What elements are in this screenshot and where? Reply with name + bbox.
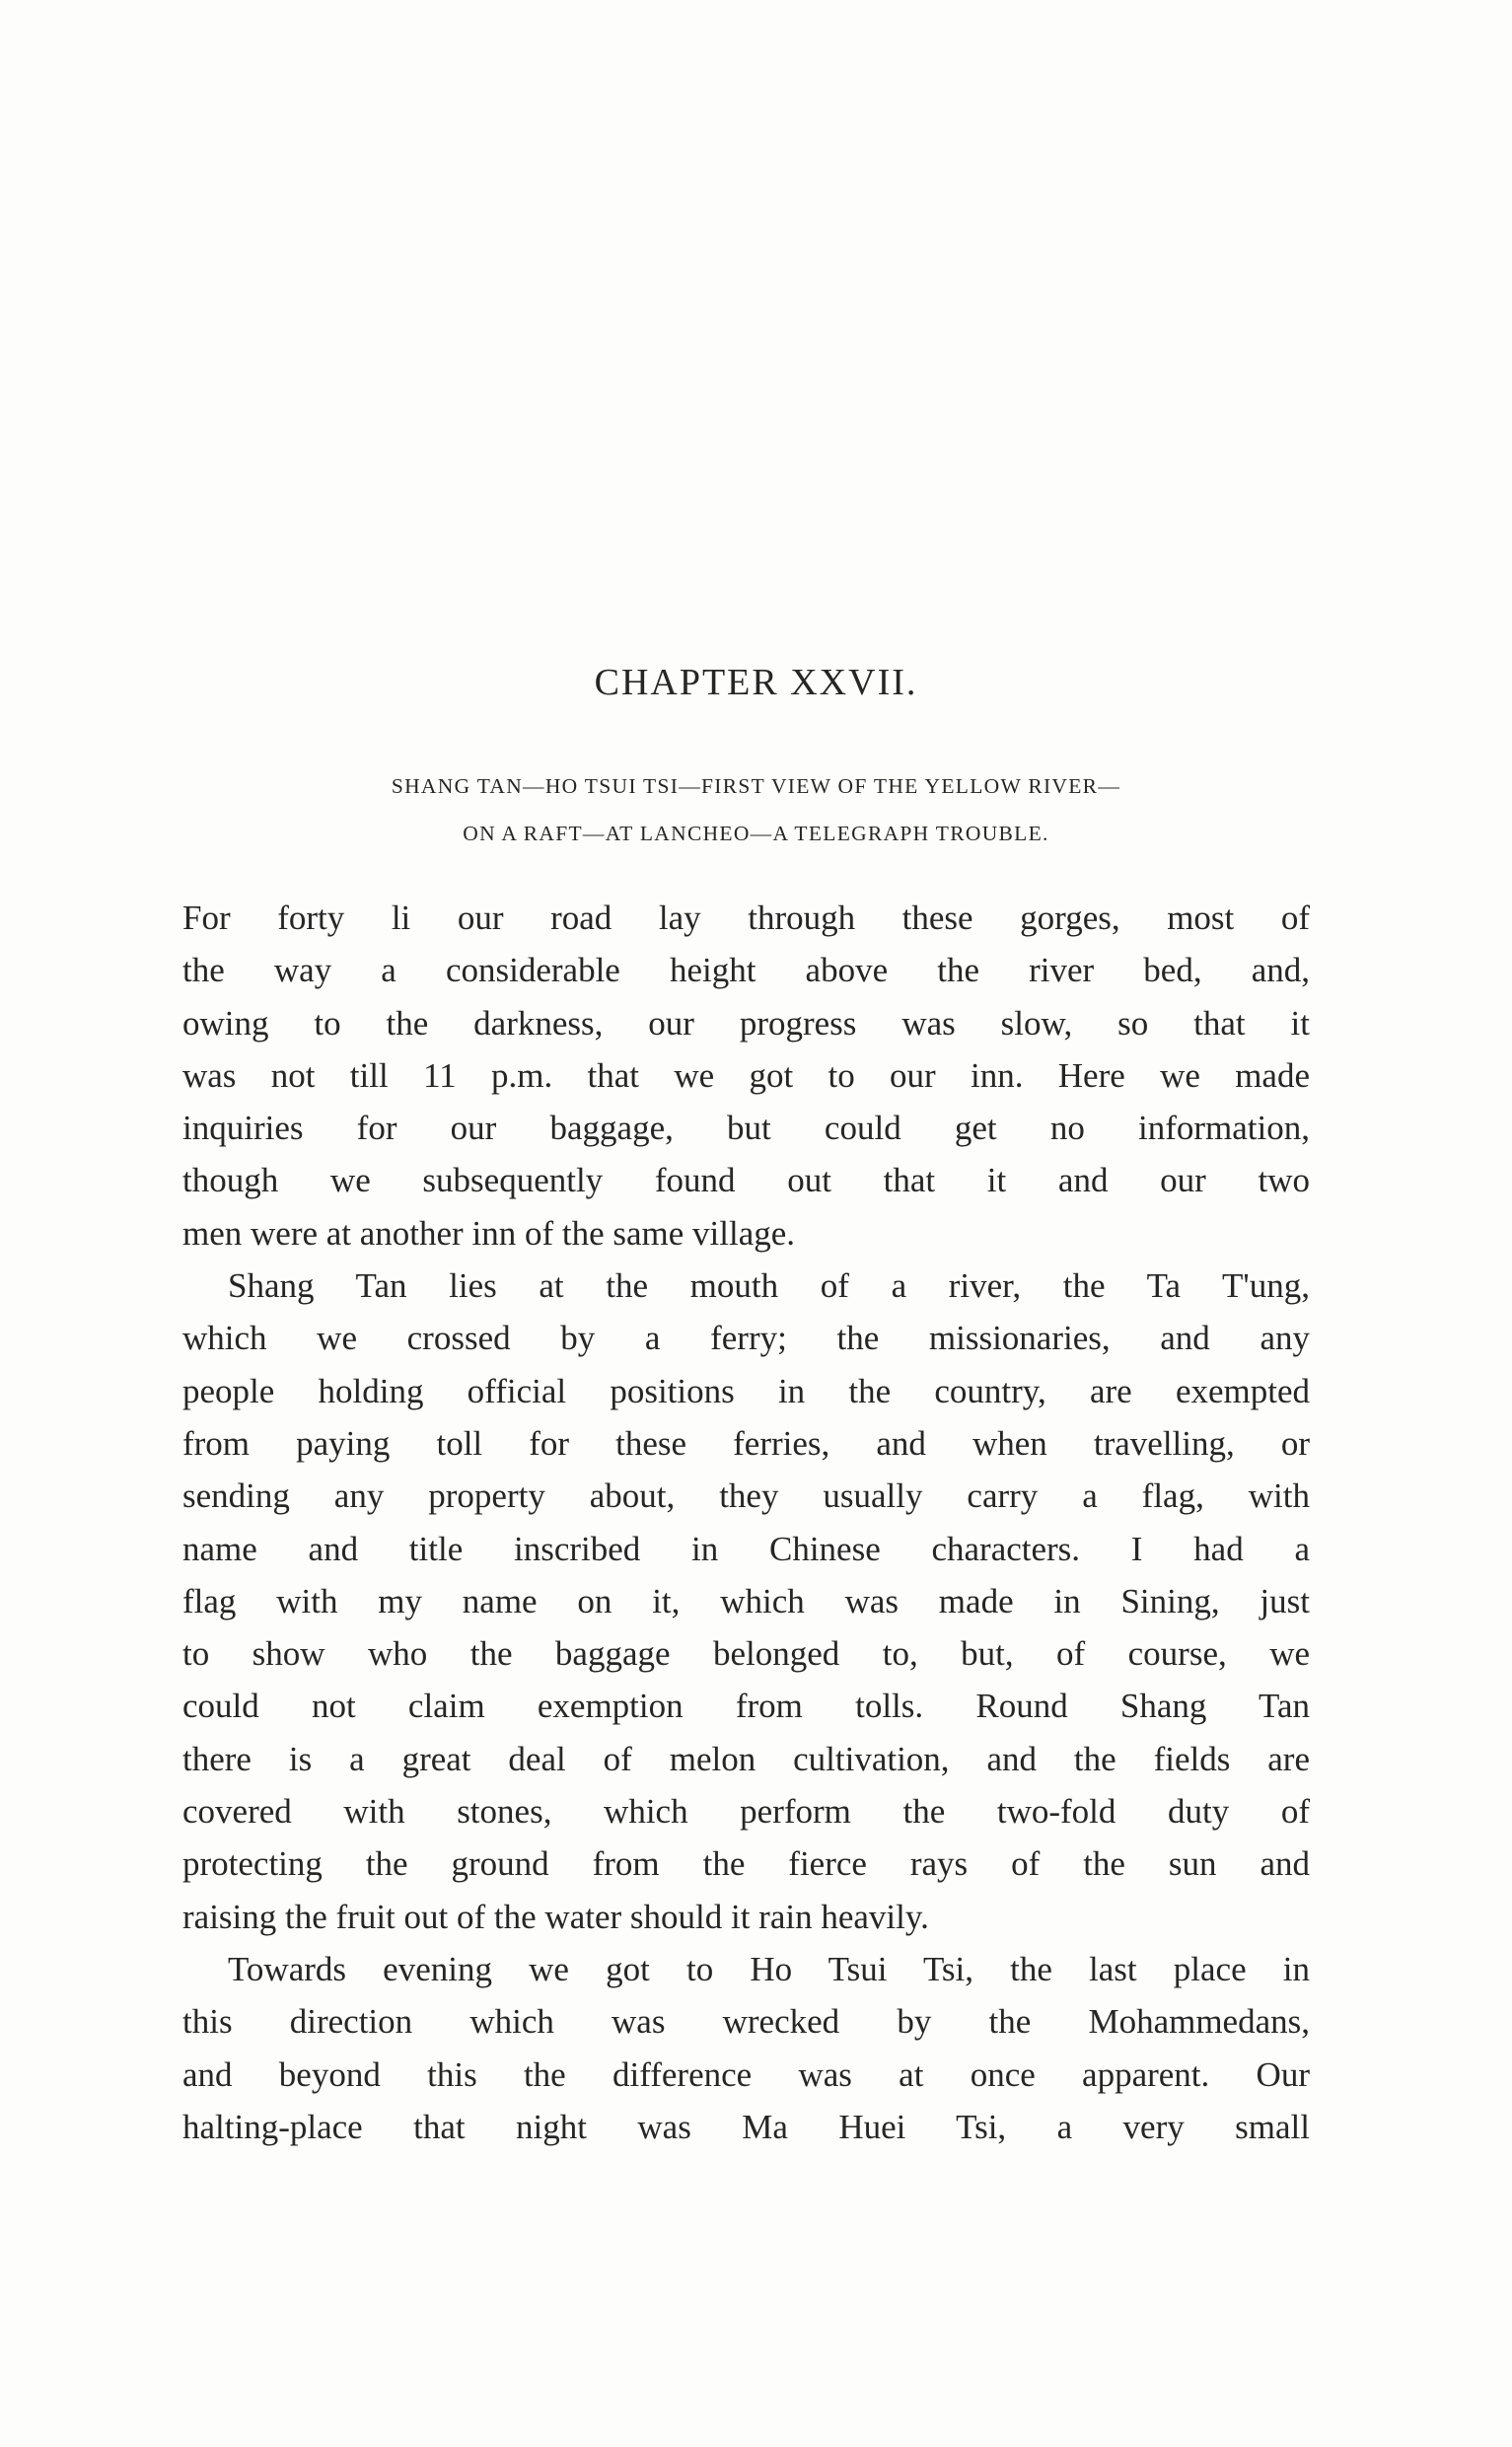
text-line: flag with my name on it, which was made in Sining, just	[182, 1581, 1310, 1620]
chapter-title: CHAPTER XXVII.	[594, 662, 918, 703]
text-line: Towards evening we got to Ho Tsui Tsi, the last place in	[228, 1949, 1310, 1988]
summary-line: ON A RAFT—AT LANCHEO—A TELEGRAPH TROUBLE.	[463, 822, 1049, 845]
paragraph-1	[182, 892, 1310, 1259]
text-line: to show who the baggage belonged to, but, of course, we	[182, 1634, 1310, 1674]
text-line: owing to the darkness, our progress was slow, so that it	[182, 1003, 1310, 1043]
text-line: protecting the ground from the fierce rays of the sun and	[182, 1844, 1310, 1884]
text-line: was not till 11 p.m. that we got to our inn. Here we made	[182, 1055, 1310, 1095]
text-line: Shang Tan lies at the mouth of a river, the Ta T'ung,	[228, 1266, 1310, 1306]
text-line: name and title inscribed in Chinese characters. I had a	[182, 1529, 1310, 1568]
chapter-summary	[158, 762, 1354, 857]
text-line: people holding official positions in the country, are exempted	[182, 1371, 1310, 1410]
paragraph-2	[182, 1259, 1310, 1943]
text-line: could not claim exemption from tolls. Round Shang Tan	[182, 1687, 1310, 1726]
body-text	[182, 892, 1310, 2153]
text-line: this direction which was wrecked by the Mohammedans,	[182, 2002, 1310, 2042]
text-line: there is a great deal of melon cultivation, and the fields are	[182, 1739, 1310, 1778]
text-line: For forty li our road lay through these gorges, most of	[182, 899, 1310, 937]
text-line: sending any property about, they usually carry a flag, with	[182, 1476, 1310, 1516]
text-line: men were at another inn of the same village.	[182, 1213, 796, 1253]
text-line: and beyond this the difference was at once apparent. Our	[182, 2054, 1310, 2094]
text-line: halting-place that night was Ma Huei Tsi, a very small	[182, 2107, 1310, 2146]
text-line: raising the fruit out of the water should it rain heavily.	[182, 1897, 929, 1936]
text-line: covered with stones, which perform the two-fold duty of	[182, 1792, 1310, 1832]
text-line: the way a considerable height above the river bed, and,	[182, 951, 1310, 990]
text-line: which we crossed by a ferry; the missionaries, and any	[182, 1319, 1310, 1358]
text-line: inquiries for our baggage, but could get no information,	[182, 1109, 1310, 1148]
summary-line: SHANG TAN—HO TSUI TSI—FIRST VIEW OF THE YELLOW RIVER—	[391, 774, 1121, 798]
text-line: from paying toll for these ferries, and when travelling, or	[182, 1423, 1310, 1463]
paragraph-3	[182, 1943, 1310, 2153]
text-line: though we subsequently found out that it and our two	[182, 1161, 1310, 1200]
